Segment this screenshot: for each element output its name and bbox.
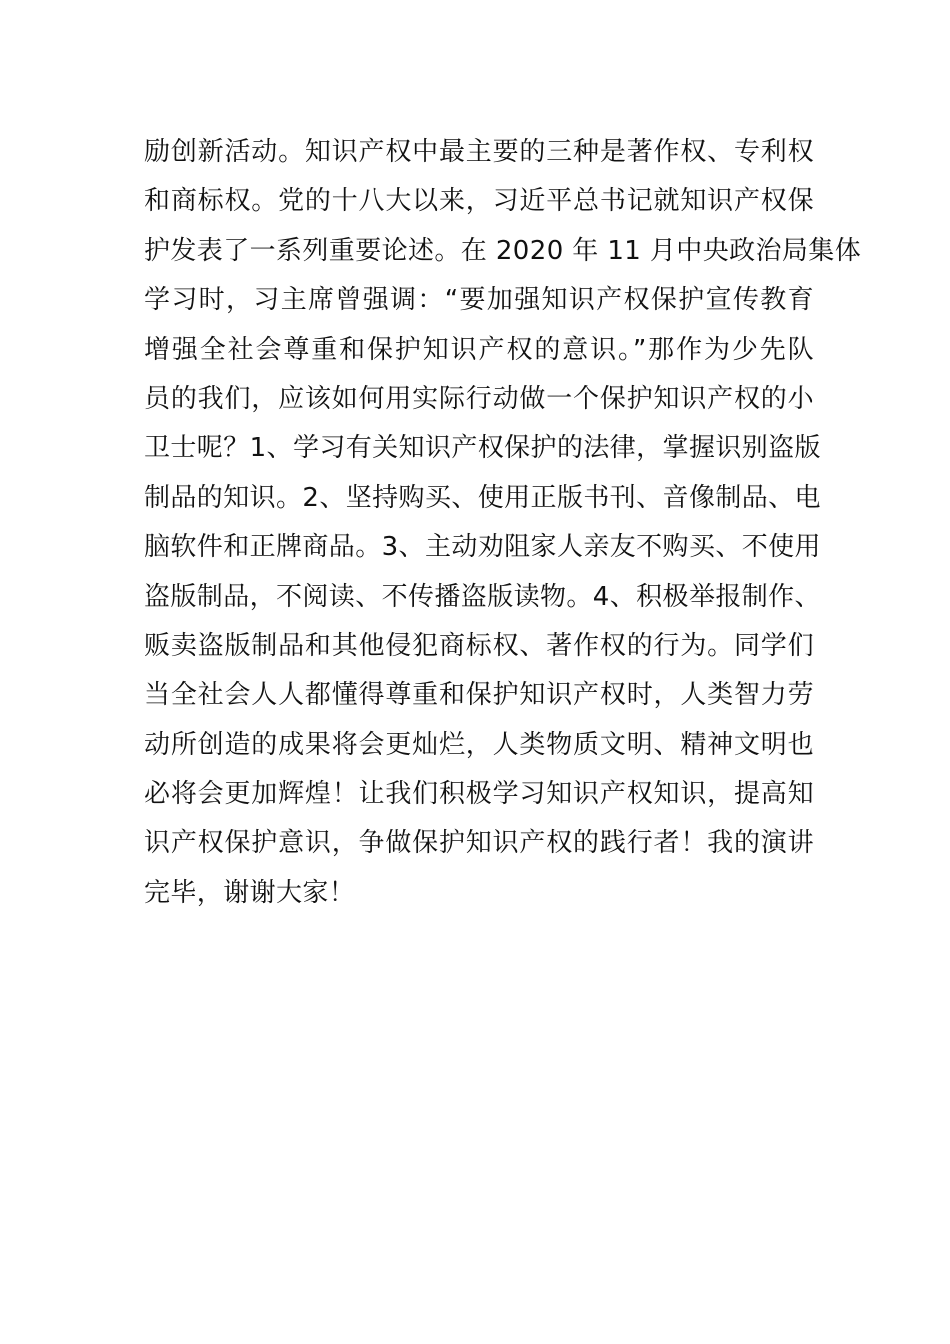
text-line-3: 护发表了一系列重要论述。在 2020 年 11 月中央政治局集体 <box>144 235 862 266</box>
text-line-12: 当全社会人人都懂得尊重和保护知识产权时，人类智力劳 <box>144 680 814 711</box>
speech-paragraph <box>144 128 862 918</box>
text-line-7: 卫士呢？1、学习有关知识产权保护的法律，掌握识别盗版 <box>144 433 821 464</box>
text-line-10: 盗版制品，不阅读、不传播盗版读物。4、积极举报制作、 <box>144 581 821 612</box>
text-line-15: 识产权保护意识，争做保护知识产权的践行者！我的演讲 <box>144 828 814 859</box>
text-line-9: 脑软件和正牌商品。3、主动劝阻家人亲友不购买、不使用 <box>144 532 821 563</box>
text-line-16: 完毕，谢谢大家！ <box>144 877 356 908</box>
text-line-14: 必将会更加辉煌！让我们积极学习知识产权知识，提高知 <box>144 779 814 810</box>
text-line-2: 和商标权。党的十八大以来，习近平总书记就知识产权保 <box>144 186 814 217</box>
text-line-11: 贩卖盗版制品和其他侵犯商标权、著作权的行为。同学们 <box>144 630 814 661</box>
text-line-13: 动所创造的成果将会更灿烂，人类物质文明、精神文明也 <box>144 729 814 760</box>
text-line-8: 制品的知识。2、坚持购买、使用正版书刊、音像制品、电 <box>144 482 821 513</box>
text-line-4: 学习时，习主席曾强调：“要加强知识产权保护宣传教育 <box>144 285 814 316</box>
text-line-5: 增强全社会尊重和保护知识产权的意识。”那作为少先队 <box>144 334 814 365</box>
text-line-1: 励创新活动。知识产权中最主要的三种是著作权、专利权 <box>144 137 814 167</box>
text-line-6: 员的我们，应该如何用实际行动做一个保护知识产权的小 <box>144 383 814 414</box>
